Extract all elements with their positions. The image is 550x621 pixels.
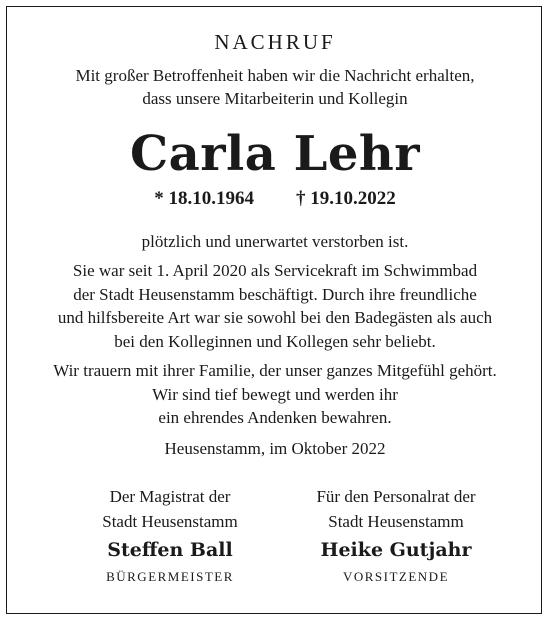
paragraph-line: Wir sind tief bewegt und werden ihr <box>152 384 398 404</box>
organization-line: Der Magistrat der <box>109 487 231 506</box>
paragraph-line: bei den Kolleginnen und Kollegen sehr beliebt. <box>114 331 436 351</box>
birth-date: * 18.10.1964 <box>154 188 254 209</box>
paragraph-line: ein ehrendes Andenken bewahren. <box>158 408 392 427</box>
death-date: † 19.10.2022 <box>296 188 396 209</box>
signatory-organization <box>276 484 516 534</box>
intro-text <box>0 64 550 110</box>
deceased-name: Carla Lehr <box>129 126 421 182</box>
intro-line: Mit großer Betroffenheit haben wir die Nachricht erhalten, <box>75 66 475 85</box>
paragraph-line: Wir trauern mit ihrer Familie, der unser ganzes Mitgefühl gehört. <box>53 361 497 380</box>
paragraph-line: und hilfsbereite Art war sie sowohl bei den Badegästen als auch <box>57 308 493 327</box>
notice-heading: NACHRUF <box>214 30 336 54</box>
signatory-organization <box>50 484 290 534</box>
paragraph-line: Sie war seit 1. April 2020 als Servicekraft im Schwimmbad <box>72 261 478 280</box>
life-dates <box>0 188 550 210</box>
paragraph-passing: plötzlich und unerwartet verstorben ist. <box>141 232 409 251</box>
organization-line: Für den Personalrat der <box>316 487 476 506</box>
signatory-role: BÜRGERMEISTER <box>106 569 234 584</box>
organization-line: Stadt Heusenstamm <box>328 512 464 531</box>
signatory-name: Heike Gutjahr <box>320 539 472 561</box>
organization-line: Stadt Heusenstamm <box>102 512 238 531</box>
paragraph-mourning <box>0 359 550 430</box>
signatory-role: VORSITZENDE <box>342 569 450 584</box>
signatory-name: Steffen Ball <box>107 539 233 561</box>
intro-line: dass unsere Mitarbeiterin und Kollegin <box>142 89 408 108</box>
paragraph-employment <box>0 259 550 353</box>
paragraph-line: der Stadt Heusenstamm beschäftigt. Durch ihre freundliche <box>73 284 477 304</box>
place-and-date: Heusenstamm, im Oktober 2022 <box>164 439 386 458</box>
